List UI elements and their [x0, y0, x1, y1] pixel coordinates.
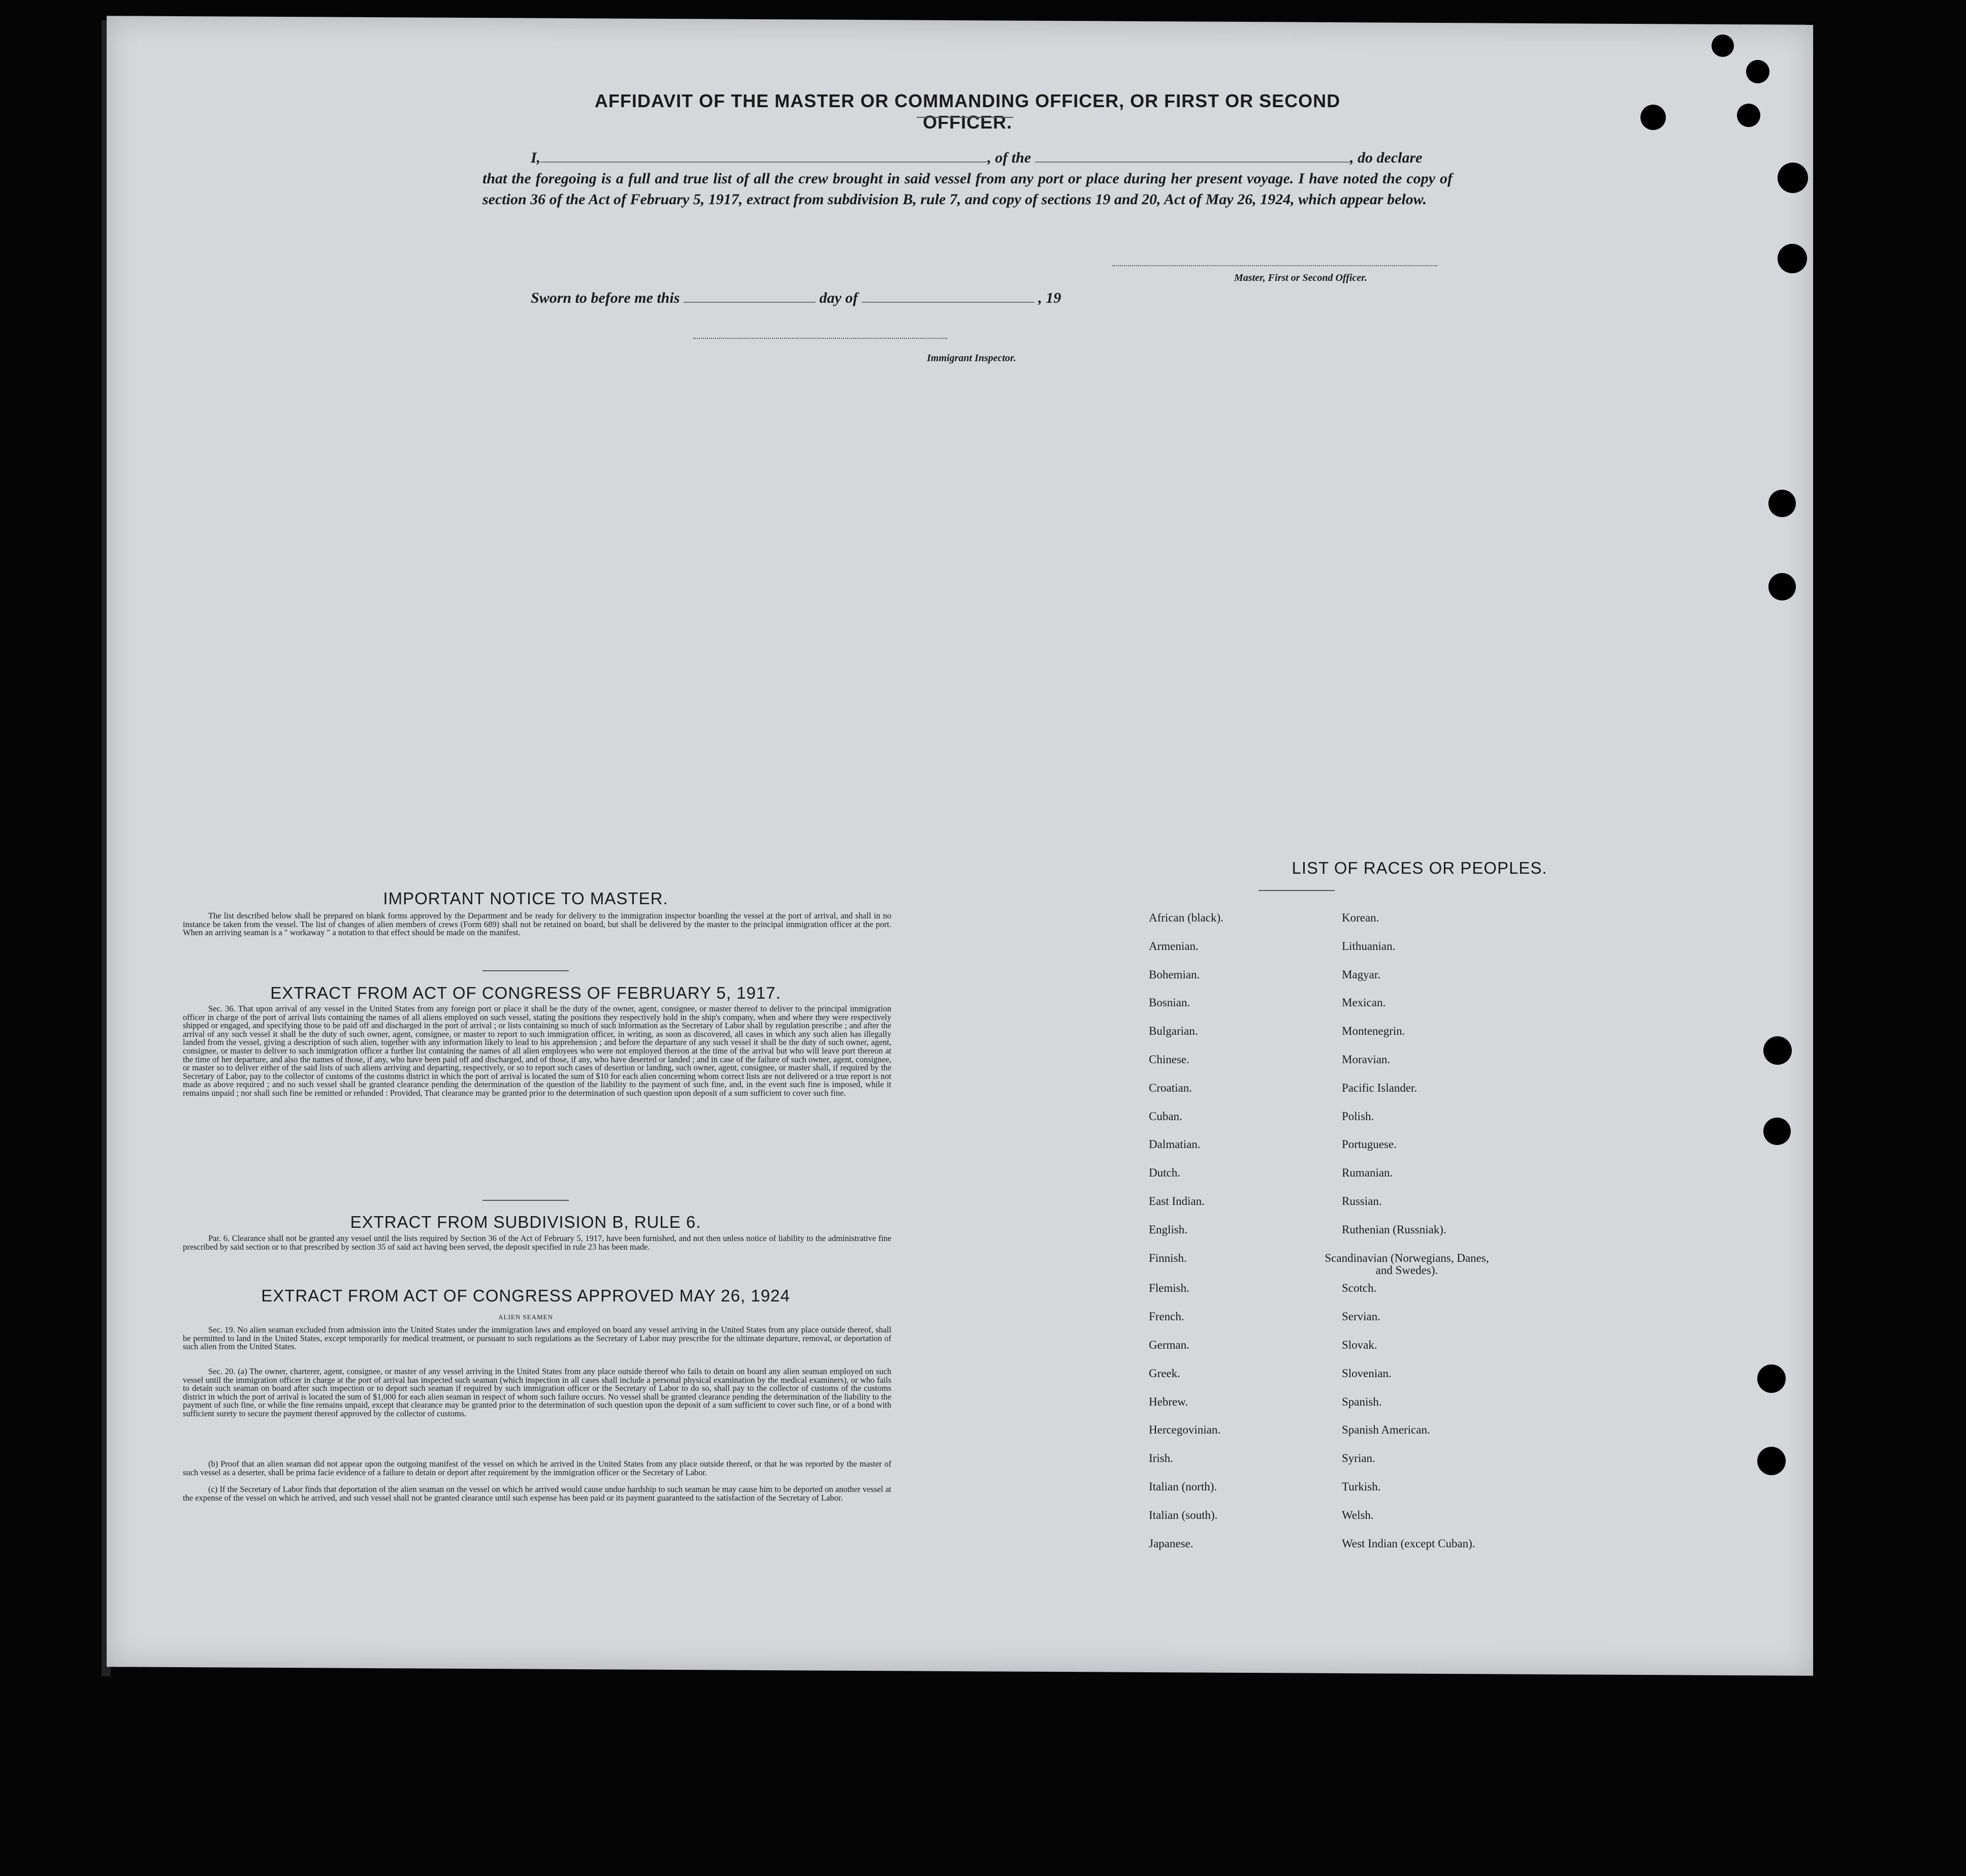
notice-text: The list described below shall be prepared on blank forms approved by the Department and be ready for delivery to the immigration inspector boarding the vessel at the port of arrival, and shall in no instance be taken from the vessel. The list of changes of alien members of crews (Form 689) shall not be retained on board, but shall be delivered by the master to the principal immigration officer at the port. When an arriving seaman is a " workaway " a notation to that effect should be made on the manifest. — [183, 911, 891, 938]
race-item: Greek. — [1149, 1366, 1180, 1380]
race-item: Montenegrin. — [1342, 1025, 1405, 1038]
rule6-text: Par. 6. Clearance shall not be granted any vessel until the lists required by Section 36 of the Act of February 5, 1917, have been furnished, and not then unless notice of liability to the administrative fine prescribed by said section or to that prescribed by section 35 of said act having been served, the deposit specified in rule 23 has been made. — [183, 1233, 891, 1252]
affidavit-title: AFFIDAVIT OF THE MASTER OR COMMANDING OFFICER, OR FIRST OR SECOND OFFICER. — [594, 90, 1341, 133]
race-item: English. — [1149, 1223, 1188, 1236]
sec20a-text: Sec. 20. (a) The owner, charterer, agent, consignee, or master of any vessel arriving in the United States from any place outside thereof who fails to detain on board any alien seaman employed on such vessel until the immigration officer in charge at the port of arrival has inspected such seaman (which inspection in all cases shall include a personal physical examination by the medical examiners), or who fails to detain such seaman on board after such inspection or to deport such seaman if required by such immigration officer or the Secretary of Labor to do so, shall pay to the collector of customs of the customs district in which the port of arrival is located the sum of $1,000 for each alien seaman in respect of whom such failure occurs. No vessel shall be granted clearance pending the determination of the liability to the payment of such fine, or while the fine remains unpaid, except that clearance may be granted prior to the determination of such question upon the deposit of a sum sufficient to cover such fine, or of a bond with sufficient surety to secure the payment thereof approved by the collector of customs. — [183, 1366, 891, 1418]
punch-hole-7 — [1768, 490, 1796, 517]
alien-seamen-subheading: ALIEN SEAMEN — [498, 1313, 553, 1321]
race-item: Moravian. — [1342, 1053, 1391, 1066]
affidavit-declare-label: , do declare — [1350, 149, 1423, 166]
race-item: Polish. — [1342, 1109, 1374, 1123]
sworn-day-field[interactable] — [684, 289, 816, 303]
extract-1924-heading: EXTRACT FROM ACT OF CONGRESS APPROVED MAY 26, 1924 — [261, 1286, 790, 1305]
race-item: Scandinavian (Norwegians, Danes, and Swedes). — [1325, 1251, 1489, 1277]
race-item: Italian (south). — [1149, 1508, 1218, 1521]
race-item: Hebrew. — [1149, 1395, 1188, 1408]
race-item: German. — [1149, 1339, 1189, 1351]
punch-hole-11 — [1757, 1364, 1786, 1393]
race-item: Chinese. — [1149, 1053, 1189, 1066]
race-item: Ruthenian (Russniak). — [1342, 1223, 1446, 1236]
punch-hole-6 — [1778, 244, 1807, 273]
race-item: Hercegovinian. — [1149, 1423, 1221, 1437]
sec19-text: Sec. 19. No alien seaman excluded from admission into the United States under the immigration laws and employed on board any vessel arriving in the United States from any place outside thereof, shall be permitted to land in the United States, except temporarily for medical treatment, or pursuant to such regulations as the Secretary of Labor may prescribe for the ultimate departure, removal, or deportation of such alien from the United States. — [183, 1325, 891, 1352]
punch-hole-1 — [1712, 35, 1734, 57]
sec20c-text: (c) If the Secretary of Labor finds that deportation of the alien seaman on the vessel on which he arrived would cause undue hardship to such seaman he may cause him to be deported on another vessel at the expense of the vessel on which he arrived, and such vessel shall not be granted clearance until such expense has been paid or its payment guaranteed to the satisfaction of the Secretary of Labor. — [183, 1484, 891, 1503]
affidavit-of-the-label: , of the — [987, 149, 1032, 166]
sworn-year-label: , 19 — [1038, 290, 1061, 306]
race-item: Spanish American. — [1342, 1423, 1430, 1437]
punch-hole-9 — [1763, 1036, 1792, 1065]
sworn-line — [531, 289, 1061, 307]
race-item: Croatian. — [1149, 1081, 1192, 1094]
extract-1917-text: Sec. 36. That upon arrival of any vessel in the United States from any foreign port or place it shall be the duty of the owner, agent, consignee, or master thereof to deliver to the principal immigration officer in charge of the port of arrival lists containing the names of all aliens employed on such vessel, stating the positions they respectively hold in the ship's company, when and where they were respectively shipped or engaged, and specifying those to be paid off and discharged in the port of arrival ; or lists containing so much of such information as the Secretary of Labor shall by regulation prescribe ; and after the arrival of any such vessel it shall be the duty of such owner, agent, consignee, or master to report to such immigration officer, in writing, as soon as discovered, all cases in which any such alien has illegally landed from the vessel, giving a description of such alien, together with any information likely to lead to his apprehension ; and before the departure of any such vessel it shall be the duty of such owner, agent, consignee, or master to deliver to such immigration officer a further list containing the names of all alien employees who were not employed thereon at the time of the arrival but who will leave port thereon at the time of her departure, and also the names of those, if any, who have been paid off and discharged, and of those, if any, who have deserted or landed ; and in case of the failure of such owner, agent, consignee, or master so to deliver either of the said lists of such aliens arriving and departing, respectively, or so to report such cases of desertion or landing, such owner, agent, consignee, or master shall, if required by the Secretary of Labor, pay to the collector of customs of the customs district in which the port of arrival is located the sum of $10 for each alien concerning whom correct lists are not delivered or a true report is not made as above required ; and no such vessel shall be granted clearance pending the determination of the question of the liability to the payment of such fine, and, in the event such fine is imposed, while it remains unpaid ; nor shall such fine be remitted or refunded : Provided, That clearance may be granted prior to the determination of such question upon deposit of a sum sufficient to cover such fine. — [183, 1004, 891, 1098]
race-item: East Indian. — [1149, 1195, 1205, 1207]
inspector-signature-line[interactable] — [693, 338, 947, 339]
race-item: Welsh. — [1342, 1508, 1374, 1521]
race-item: Italian (north). — [1149, 1480, 1217, 1493]
sworn-day-label: day of — [819, 290, 858, 306]
race-item: Pacific Islander. — [1342, 1081, 1417, 1094]
race-item: Dutch. — [1149, 1166, 1180, 1180]
race-item: Slovak. — [1342, 1339, 1377, 1351]
race-item: Bohemian. — [1149, 968, 1200, 981]
punch-hole-10 — [1763, 1118, 1791, 1145]
affidavit-i-label: I, — [531, 149, 541, 166]
race-item: Scotch. — [1342, 1282, 1377, 1295]
master-name-field[interactable] — [540, 148, 987, 163]
notice-heading: IMPORTANT NOTICE TO MASTER. — [383, 889, 668, 908]
affidavit-title-rule — [917, 117, 1013, 118]
race-item: Japanese. — [1149, 1537, 1194, 1550]
affidavit-first-line — [482, 147, 1453, 168]
race-item: Rumanian. — [1342, 1166, 1393, 1180]
affidavit-declaration — [482, 147, 1453, 210]
punch-hole-5 — [1778, 163, 1808, 193]
race-item: Flemish. — [1149, 1282, 1189, 1295]
signature-label: Master, First or Second Officer. — [1234, 272, 1367, 283]
extract-1917-rule — [482, 1200, 569, 1201]
race-item: Bulgarian. — [1149, 1025, 1198, 1038]
signature-line[interactable] — [1112, 265, 1437, 266]
races-heading-rule — [1259, 890, 1335, 891]
race-item: Portuguese. — [1342, 1138, 1397, 1151]
race-item: Turkish. — [1342, 1480, 1381, 1493]
race-item: Syrian. — [1342, 1452, 1375, 1465]
notice-rule — [482, 970, 569, 971]
punch-hole-3 — [1640, 105, 1666, 130]
sworn-month-field[interactable] — [862, 289, 1035, 303]
extract-1917-heading: EXTRACT FROM ACT OF CONGRESS OF FEBRUARY 5, 1917. — [270, 983, 781, 1002]
punch-hole-8 — [1768, 573, 1796, 600]
race-item: Russian. — [1342, 1195, 1382, 1207]
race-item: Magyar. — [1342, 968, 1381, 981]
punch-hole-12 — [1757, 1447, 1786, 1475]
rule6-heading: EXTRACT FROM SUBDIVISION B, RULE 6. — [350, 1213, 701, 1231]
races-heading: LIST OF RACES OR PEOPLES. — [1292, 858, 1548, 877]
race-item: French. — [1149, 1310, 1184, 1323]
race-item: African (black). — [1149, 911, 1223, 924]
race-item: Lithuanian. — [1342, 939, 1396, 952]
race-item: Finnish. — [1149, 1251, 1187, 1264]
inspector-label: Immigrant Inspector. — [927, 353, 1016, 364]
race-item: West Indian (except Cuban). — [1342, 1537, 1475, 1550]
vessel-name-field[interactable] — [1035, 148, 1350, 163]
document-sheet — [107, 16, 1813, 1676]
race-item: Servian. — [1342, 1310, 1381, 1323]
race-item: Korean. — [1342, 911, 1379, 924]
affidavit-body: that the foregoing is a full and true list of all the crew brought in said vessel from any port or place during her present voyage. I have noted the copy of section 36 of the Act of February 5, 1917, extract from subdivision B, rule 7, and copy of sections 19 and 20, Act of May 26, 1924, which appear below. — [482, 170, 1453, 208]
race-item: Slovenian. — [1342, 1366, 1392, 1380]
race-item: Bosnian. — [1149, 996, 1190, 1009]
race-item: Irish. — [1149, 1452, 1173, 1465]
sec20b-text: (b) Proof that an alien seaman did not appear upon the outgoing manifest of the vessel on which he arrived in the United States from any place outside thereof, or that he was reported by the master of such vessel as a deserter, shall be prima facie evidence of a failure to detain or deport after requirement by the immigration officer or the Secretary of Labor. — [183, 1459, 891, 1477]
race-item: Armenian. — [1149, 939, 1199, 952]
race-item: Cuban. — [1149, 1109, 1182, 1123]
race-item: Dalmatian. — [1149, 1138, 1201, 1151]
race-item: Spanish. — [1342, 1395, 1382, 1408]
race-item: Mexican. — [1342, 996, 1386, 1009]
punch-hole-4 — [1737, 104, 1760, 127]
sworn-prefix: Sworn to before me this — [531, 290, 680, 306]
punch-hole-2 — [1746, 60, 1769, 83]
